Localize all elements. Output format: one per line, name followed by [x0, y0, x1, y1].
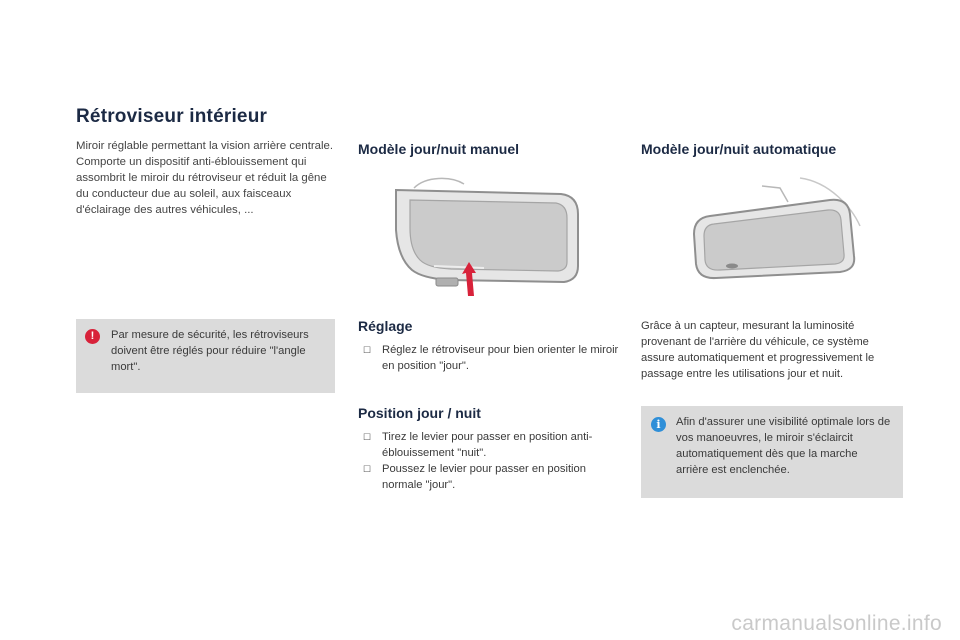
position-list [358, 429, 620, 493]
list-item-text: Poussez le levier pour passer en position normale "jour". [382, 463, 586, 491]
warning-text: Par mesure de sécurité, les rétroviseurs doivent être réglés pour réduire "l'angle mort". [111, 329, 309, 373]
intro-text [76, 138, 338, 218]
list-item [358, 429, 620, 461]
auto-model-heading: Modèle jour/nuit automatique [641, 141, 837, 157]
intro-line-2: Comporte un dispositif anti-éblouissement qui assombrit le miroir du rétroviseur et réduit la gêne du conducteur due au soleil, aux faisceaux d'éclairage des autres véhicules, ... [76, 156, 327, 216]
info-text: Afin d'assurer une visibilité optimale lors de vos manoeuvres, le miroir s'éclaircit automatiquement dès que la marche arrière est enclenchée. [676, 416, 891, 476]
reglage-heading: Réglage [358, 318, 413, 334]
warning-exclamation-icon: ! [85, 329, 100, 344]
manual-mirror-illustration [356, 170, 618, 303]
list-item-text: Tirez le levier pour passer en position anti-éblouissement "nuit". [382, 431, 593, 459]
warning-box [76, 319, 335, 393]
watermark: carmanualsonline.info [731, 612, 942, 635]
info-icon: i [651, 417, 666, 432]
intro-line-1: Miroir réglable permettant la vision arrière centrale. [76, 140, 334, 152]
page-title: Rétroviseur intérieur [76, 106, 268, 127]
checkbox-bullet-icon: ☐ [363, 345, 372, 355]
auto-description: Grâce à un capteur, mesurant la luminosité provenant de l'arrière du véhicule, ce système assure automatiquement et progressivement le passage entre les utilisations jour et nuit. [641, 320, 875, 380]
reglage-list [358, 342, 620, 374]
checkbox-bullet-icon: ☐ [363, 464, 372, 474]
manual-model-heading: Modèle jour/nuit manuel [358, 141, 520, 157]
list-item [358, 342, 620, 374]
list-item [358, 461, 620, 493]
light-sensor-icon [726, 264, 738, 269]
list-item-text: Réglez le rétroviseur pour bien orienter le miroir en position "jour". [382, 344, 619, 372]
auto-mirror-illustration [640, 170, 902, 303]
info-box [641, 406, 903, 498]
position-heading: Position jour / nuit [358, 405, 481, 421]
checkbox-bullet-icon: ☐ [363, 432, 372, 442]
